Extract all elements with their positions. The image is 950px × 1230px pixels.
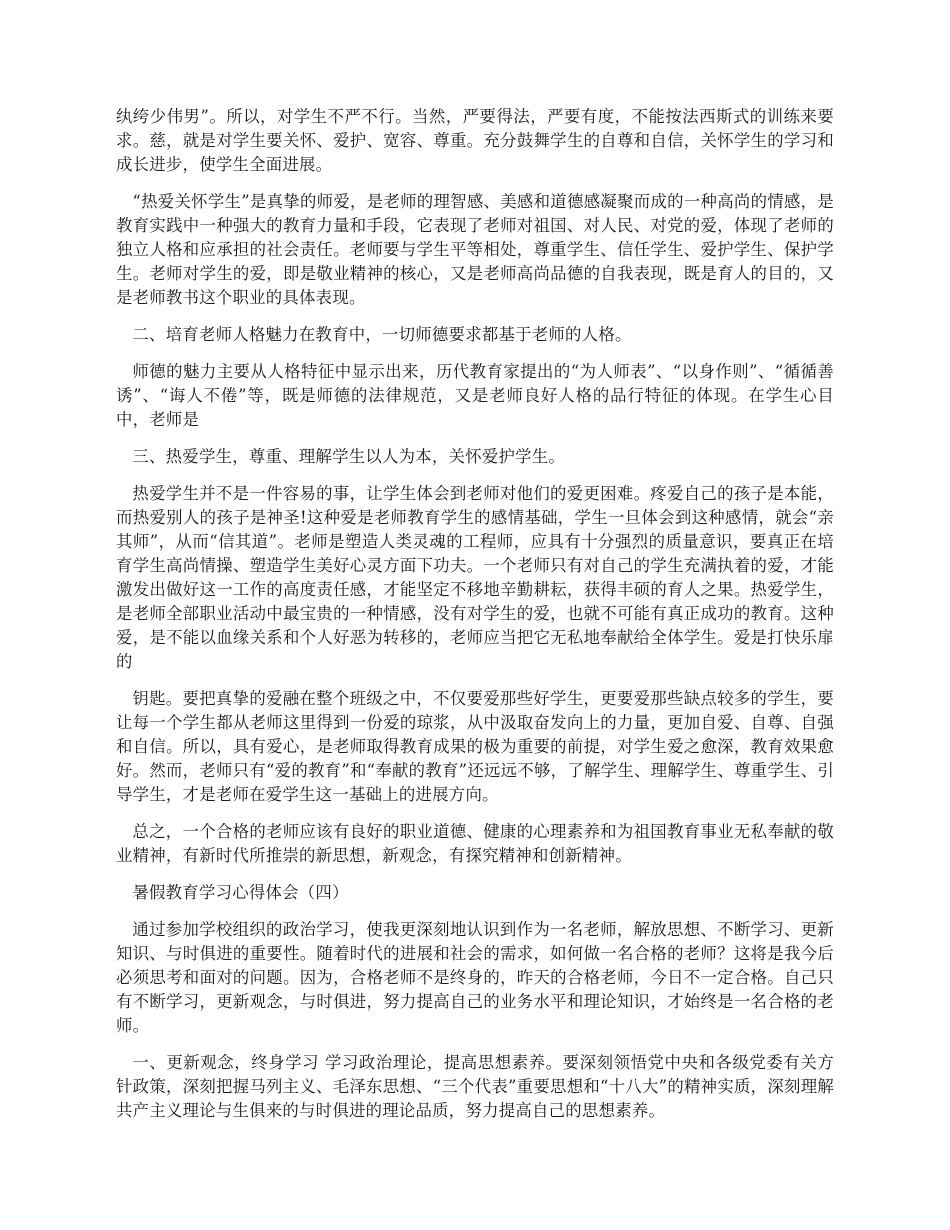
paragraph-key: 钥匙。要把真挚的爱融在整个班级之中，不仅要爱那些好学生，更要爱那些缺点较多的学生，要让每一个学生都从老师这里得到一份爱的琼浆，从中汲取奋发向上的力量，更加自爱、自尊、自强和自信。所以，具有爱心，是老师取得教育成果的极为重要的前提，对学生爱之愈深，教育效果愈好。然而，老师只有“爱的教育”和“奉献的教育”还远远不够，了解学生、理解学生、尊重学生、引导学生，才是老师在爱学生这一基础上的进展方向。: [116, 689, 834, 804]
section-heading-update-concepts: 一、更新观念，终身学习 学习政治理论，提高思想素养。要深刻领悟党中央和各级党委有关方针政策，深刻把握马列主义、毛泽东思想、“三个代表”重要思想和“十八大”的精神实质，深刻理解共产主义理论与生俱来的与时俱进的理论品质，努力提高自己的思想素养。: [116, 1053, 834, 1120]
paragraph-teacher-love: “热爱关怀学生”是真挚的师爱，是老师的理智感、美感和道德感凝聚而成的一种高尚的情感，是教育实践中一种强大的教育力量和手段，它表现了老师对祖国、对人民、对党的爱，体现了老师的独立人格和应承担的社会责任。老师要与学生平等相处，尊重学生、信任学生、爱护学生、保护学生。老师对学生的爱，即是敬业精神的核心，又是老师高尚品德的自我表现，既是育人的目的，又是老师教书这个职业的具体表现。: [116, 192, 834, 307]
paragraph-continuation: 纨绔少伟男”。所以，对学生不严不行。当然，严要得法，严要有度，不能按法西斯式的训练来要求。慈，就是对学生要关怀、爱护、宽容、尊重。充分鼓舞学生的自尊和自信，关怀学生的学习和成长进步，使学生全面进展。: [116, 107, 834, 174]
paragraph-study: 通过参加学校组织的政治学习，使我更深刻地认识到作为一名老师，解放思想、不断学习、更新知识、与时俱进的重要性。随着时代的进展和社会的需求，如何做一名合格的老师？这将是我今后必须思考和面对的问题。因为，合格老师不是终身的，昨天的合格老师，今日不一定合格。自己只有不断学习，更新观念，与时俱进，努力提高自己的业务水平和理论知识，才始终是一名合格的老师。: [116, 920, 834, 1035]
section-heading-personality: 二、培育老师人格魅力在教育中，一切师德要求都基于老师的人格。: [132, 325, 632, 344]
section-heading-love-students: 三、热爱学生，尊重、理解学生以人为本，关怀爱护学生。: [132, 447, 566, 466]
paragraph-love-students: 热爱学生并不是一件容易的事，让学生体会到老师对他们的爱更困难。疼爱自己的孩子是本能，而热爱别人的孩子是神圣!这种爱是老师教育学生的感情基础，学生一旦体会到这种感情，就会“亲其师”，从而“信其道”。老师是塑造人类灵魂的工程师，应具有十分强烈的质量意识，要真正在培育学生高尚情操、塑造学生美好心灵方面下功夫。一个老师只有对自己的学生充满执着的爱，才能激发出做好这一工作的高度责任感，才能坚定不移地辛勤耕耘，获得丰硕的育人之果。热爱学生，是老师全部职业活动中最宝贵的一种情感，没有对学生的爱，也就不可能有真正成功的教育。这种爱，是不能以血缘关系和个人好恶为转移的，老师应当把它无私地奉献给全体学生。爱是打快乐扉的: [116, 484, 834, 671]
article-title: 暑假教育学习心得体会（四）: [132, 883, 349, 902]
paragraph-summary: 总之，一个合格的老师应该有良好的职业道德、健康的心理素养和为祖国教育事业无私奉献的敬业精神，有新时代所推崇的新思想，新观念，有探究精神和创新精神。: [116, 822, 834, 865]
paragraph-charm: 师德的魅力主要从人格特征中显示出来，历代教育家提出的“为人师表”、“以身作则”、“循循善诱”、“诲人不倦”等，既是师德的法律规范，又是老师良好人格的品行特征的体现。在学生心目中，老师是: [116, 362, 834, 429]
